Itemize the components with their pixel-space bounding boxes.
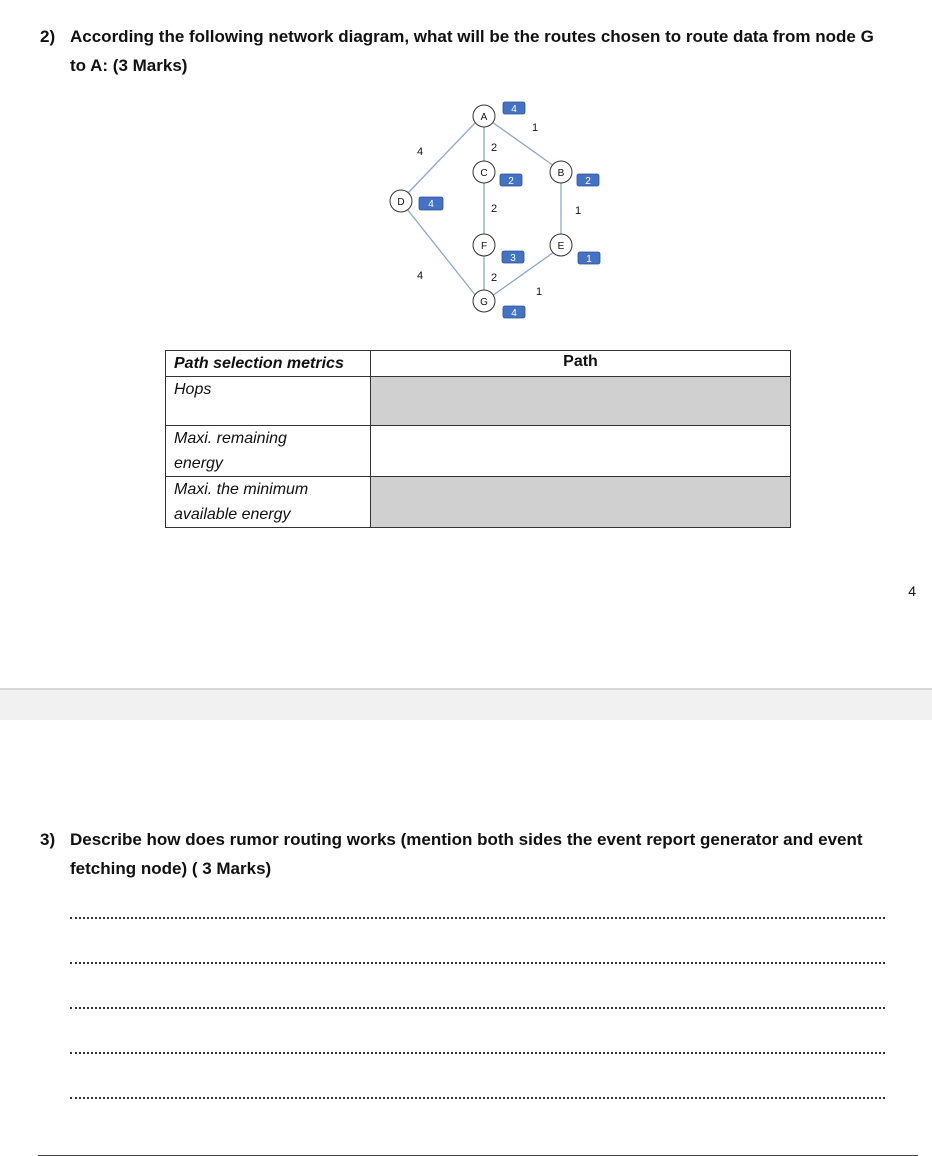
row-label-max-min-available-energy: Maxi. the minimum available energy: [166, 477, 371, 528]
answer-cell-max-remaining-energy[interactable]: [371, 426, 791, 477]
battery-icon-c: [500, 174, 522, 187]
node-label-b: B: [557, 168, 565, 179]
edge-weight-a-c: 2: [490, 142, 498, 154]
edge-weight-c-f: 2: [490, 203, 498, 215]
battery-icon-a: [503, 102, 525, 115]
question-2-number: 2): [40, 27, 56, 46]
svg-text:3: 3: [510, 253, 516, 264]
node-label-f: F: [480, 241, 488, 252]
answer-line-5[interactable]: [70, 1097, 885, 1099]
edge-a-d: [407, 122, 476, 194]
question-2-line-2: to A: (3 Marks): [70, 56, 188, 75]
path-metrics-table: [165, 350, 791, 528]
row-label-hops: Hops: [166, 377, 371, 426]
header-path-selection-metrics: Path selection metrics: [166, 351, 371, 377]
table-row-max-min-available-energy: [166, 477, 791, 528]
battery-icon-g: [503, 306, 525, 319]
table-row-hops: [166, 377, 791, 426]
answer-line-1[interactable]: [70, 917, 885, 919]
node-label-g: G: [480, 297, 488, 308]
node-label-c: C: [480, 168, 488, 179]
svg-text:4: 4: [428, 199, 434, 210]
table-row-max-remaining-energy: [166, 426, 791, 477]
answer-line-4[interactable]: [70, 1052, 885, 1054]
network-diagram: [380, 95, 620, 325]
page-gap: [0, 688, 932, 720]
question-2-line-1: According the following network diagram, what will be the routes chosen to route data from node G: [70, 27, 874, 46]
node-label-a: A: [480, 112, 488, 123]
svg-text:4: 4: [511, 308, 517, 319]
edge-weight-e-g: 1: [535, 286, 543, 298]
battery-icon-b: [577, 174, 599, 187]
header-path: Path: [371, 351, 791, 377]
edge-weight-b-e: 1: [574, 205, 582, 217]
edge-weight-d-g: 4: [416, 270, 424, 282]
svg-text:2: 2: [508, 176, 514, 187]
question-3-line-2: fetching node) ( 3 Marks): [70, 859, 272, 878]
exam-page-2: [0, 720, 932, 1156]
question-3: [40, 825, 920, 885]
row-label-max-remaining-energy: Maxi. remaining energy: [166, 426, 371, 477]
battery-icon-d: [419, 197, 443, 210]
edge-weight-a-d: 4: [416, 146, 424, 158]
edge-d-g: [407, 209, 476, 296]
question-3-number: 3): [40, 830, 56, 849]
answer-cell-hops[interactable]: [371, 377, 791, 426]
page-number: 4: [908, 583, 916, 599]
svg-text:2: 2: [585, 176, 591, 187]
table-header-row: [166, 351, 791, 377]
battery-icon-f: [502, 251, 524, 264]
edge-a-b: [492, 122, 554, 166]
node-label-d: D: [397, 197, 405, 208]
question-3-line-1: Describe how does rumor routing works (mention both sides the event report generator and event: [70, 830, 863, 849]
svg-text:4: 4: [511, 104, 517, 115]
answer-cell-max-min-available-energy[interactable]: [371, 477, 791, 528]
node-label-e: E: [557, 241, 565, 252]
answer-line-2[interactable]: [70, 962, 885, 964]
edge-weight-a-b: 1: [531, 122, 539, 134]
svg-text:1: 1: [586, 254, 592, 265]
question-2: [40, 22, 920, 82]
edge-weight-f-g: 2: [490, 272, 498, 284]
battery-icon-e: [578, 252, 600, 265]
answer-line-3[interactable]: [70, 1007, 885, 1009]
